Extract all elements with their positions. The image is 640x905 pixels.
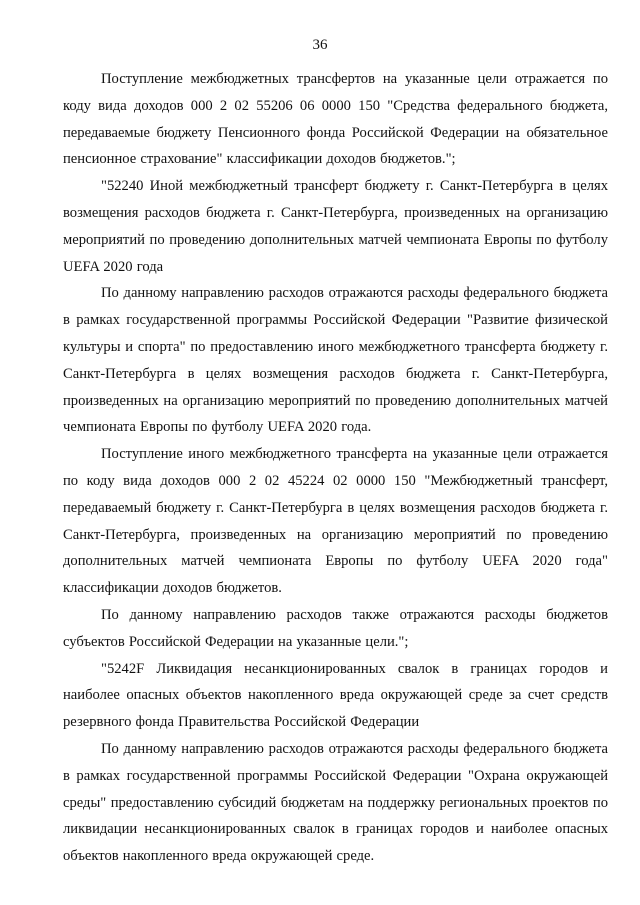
paragraph: По данному направлению расходов также отражаются расходы бюджетов субъектов Российской Федерации на указанные цели."; [63,606,608,650]
paragraph: По данному направлению расходов отражаются расходы федерального бюджета в рамках государственной программы Российской Федерации "Охрана окружающей среды" предоставлению субсидий бюджетам на поддержку региональных проектов по ликвидации несанкционированных свалок в границах городов и наиболее опасных объектов накопленного вреда окружающей среде. [63,740,608,865]
paragraph: По данному направлению расходов отражаются расходы федерального бюджета в рамках государственной программы Российской Федерации "Развитие физической культуры и спорта" по предоставлению иного межбюджетного трансферта бюджету г. Санкт-Петербурга в целях возмещения расходов бюджета г. Санкт-Петербурга, произведенных на организацию мероприятий по проведению дополнительных матчей чемпионата Европы по футболу UEFA 2020 года. [63,285,608,436]
paragraph: "5242F Ликвидация несанкционированных свалок в границах городов и наиболее опасных объектов накопленного вреда окружающей среде за счет средств резервного фонда Правительства Российской Федерации [63,660,608,731]
page-number: 36 [312,37,328,53]
paragraph: Поступление межбюджетных трансфертов на указанные цели отражается по коду вида доходов 000 2 02 55206 06 0000 150 "Средства федерального бюджета, передаваемые бюджету Пенсионного фонда Российской Федерации на обязательное пенсионное страхование" классификации доходов бюджетов."; [63,71,608,168]
paragraph: "52240 Иной межбюджетный трансферт бюджету г. Санкт-Петербурга в целях возмещения расходов бюджета г. Санкт-Петербурга, произведенных на организацию мероприятий по проведению дополнительных матчей чемпионата Европы по футболу UEFA 2020 года [63,178,608,275]
paragraph: Поступление иного межбюджетного трансферта на указанные цели отражается по коду вида доходов 000 2 02 45224 02 0000 150 "Межбюджетный трансферт, передаваемый бюджету г. Санкт-Петербурга в целях возмещения расходов бюджета г. Санкт-Петербурга, произведенных на организацию мероприятий по проведению дополнительных матчей чемпионата Европы по футболу UEFA 2020 года" классификации доходов бюджетов. [63,446,608,597]
document-body [63,66,608,870]
